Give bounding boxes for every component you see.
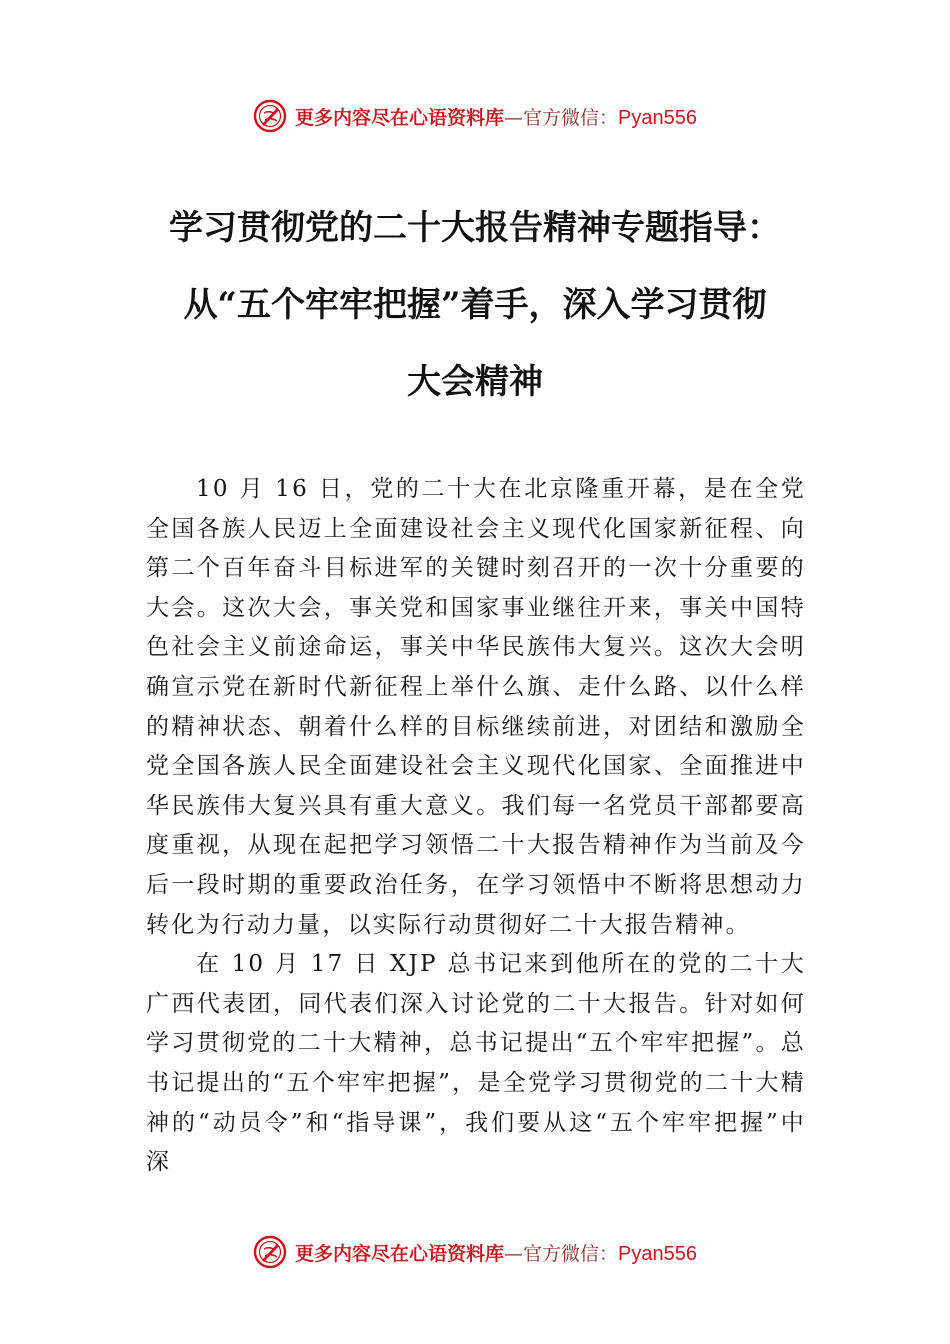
- paragraph-2: 在 10 月 17 日 XJP 总书记来到他所在的党的二十大广西代表团，同代表们深入讨论党的二十大报告。针对如何学习贯彻党的二十大精神，总书记提出“五个牢牢把握”。总书记提出的“五个牢牢把握”，是全党学习贯彻党的二十大精神的“动员令”和“指导课”，我们要从这“五个牢牢把握”中深: [146, 951, 806, 1176]
- banner-site-name: 更多内容尽在心语资料库: [295, 1242, 505, 1265]
- banner-wechat-label: —官方微信：: [504, 106, 619, 129]
- title-line-1: 学习贯彻党的二十大报告精神专题指导：: [169, 208, 781, 248]
- title-line-3: 大会精神: [407, 362, 543, 402]
- footer-banner: [0, 1232, 950, 1272]
- banner-wechat-label: —官方微信：: [504, 1242, 619, 1265]
- banner-text: [295, 103, 697, 130]
- banner-site-name: 更多内容尽在心语资料库: [295, 106, 505, 129]
- header-banner: [0, 96, 950, 136]
- document-title: [130, 190, 820, 421]
- brand-logo-icon: [253, 1235, 287, 1269]
- title-line-2: 从“五个牢牢把握”着手，深入学习贯彻: [183, 285, 767, 325]
- banner-wechat-id: Pyan556: [618, 106, 697, 129]
- banner-text: [295, 1239, 697, 1266]
- banner-wechat-id: Pyan556: [618, 1242, 697, 1265]
- brand-logo-icon: [253, 99, 287, 133]
- paragraph-1: 10 月 16 日，党的二十大在北京隆重开幕，是在全党全国各族人民迈上全面建设社会主义现代化国家新征程、向第二个百年奋斗目标进军的关键时刻召开的一次十分重要的大会。这次大会，事关党和国家事业继往开来，事关中国特色社会主义前途命运，事关中华民族伟大复兴。这次大会明确宣示党在新时代新征程上举什么旗、走什么路、以什么样的精神状态、朝着什么样的目标继续前进，对团结和激励全党全国各族人民全面建设社会主义现代化国家、全面推进中华民族伟大复兴具有重大意义。我们每一名党员干部都要高度重视，从现在起把学习领悟二十大报告精神作为当前及今后一段时期的重要政治任务，在学习领悟中不断将思想动力转化为行动力量，以实际行动贯彻好二十大报告精神。: [146, 476, 806, 938]
- document-body: [146, 470, 806, 1183]
